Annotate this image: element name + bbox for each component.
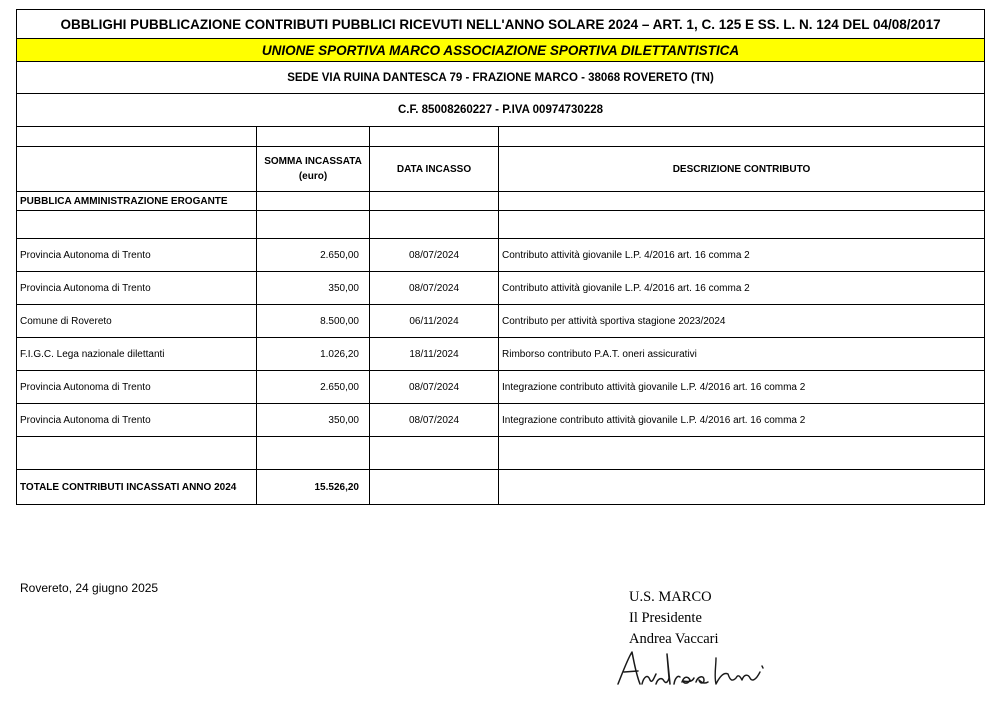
amount-cell: 350,00 bbox=[257, 272, 370, 305]
empty-cell bbox=[499, 437, 985, 470]
amount-header-line2: (euro) bbox=[298, 171, 328, 182]
amount-cell: 1.026,20 bbox=[257, 338, 370, 371]
address-row bbox=[17, 62, 985, 94]
tax-ids-row bbox=[17, 94, 985, 127]
title-row bbox=[17, 10, 985, 39]
empty-row bbox=[17, 437, 985, 470]
signatory-name: Andrea Vaccari bbox=[629, 631, 719, 647]
description-header: DESCRIZIONE CONTRIBUTO bbox=[499, 147, 985, 192]
amount-header bbox=[257, 147, 370, 192]
description-cell: Contributo attività giovanile L.P. 4/2016 art. 16 comma 2 bbox=[499, 239, 985, 272]
date-header: DATA INCASSO bbox=[370, 147, 499, 192]
entity-cell: Comune di Rovereto bbox=[17, 305, 257, 338]
empty-cell bbox=[17, 211, 257, 239]
document-title: OBBLIGHI PUBBLICAZIONE CONTRIBUTI PUBBLICI RICEVUTI NELL'ANNO SOLARE 2024 – ART. 1, C. 125 E SS. L. N. 124 DEL 04/08/2017 bbox=[17, 10, 985, 39]
place-and-date: Rovereto, 24 giugno 2025 bbox=[20, 581, 159, 595]
description-cell: Integrazione contributo attività giovanile L.P. 4/2016 art. 16 comma 2 bbox=[499, 404, 985, 437]
description-cell: Integrazione contributo attività giovanile L.P. 4/2016 art. 16 comma 2 bbox=[499, 371, 985, 404]
amount-header-line1: SOMMA INCASSATA bbox=[264, 156, 362, 167]
blank-row bbox=[17, 127, 985, 147]
spacer-row bbox=[17, 211, 985, 239]
tax-ids: C.F. 85008260227 - P.IVA 00974730228 bbox=[17, 94, 985, 127]
contributions-table bbox=[16, 9, 985, 505]
empty-cell bbox=[17, 437, 257, 470]
date-cell: 08/07/2024 bbox=[370, 404, 499, 437]
total-amount: 15.526,20 bbox=[257, 470, 370, 505]
empty-cell bbox=[257, 437, 370, 470]
section-label: PUBBLICA AMMINISTRAZIONE EROGANTE bbox=[17, 192, 257, 211]
signatory-org: U.S. MARCO bbox=[629, 589, 712, 605]
description-cell: Contributo attività giovanile L.P. 4/2016 art. 16 comma 2 bbox=[499, 272, 985, 305]
date-cell: 08/07/2024 bbox=[370, 371, 499, 404]
entity-cell: Provincia Autonoma di Trento bbox=[17, 404, 257, 437]
section-row bbox=[17, 192, 985, 211]
entity-cell: Provincia Autonoma di Trento bbox=[17, 239, 257, 272]
handwritten-signature bbox=[612, 644, 772, 692]
organization-address: SEDE VIA RUINA DANTESCA 79 - FRAZIONE MARCO - 38068 ROVERETO (TN) bbox=[17, 62, 985, 94]
empty-cell bbox=[370, 211, 499, 239]
empty-cell bbox=[370, 127, 499, 147]
table-row bbox=[17, 239, 985, 272]
table-row bbox=[17, 305, 985, 338]
organization-row bbox=[17, 39, 985, 62]
empty-cell bbox=[370, 437, 499, 470]
amount-cell: 2.650,00 bbox=[257, 371, 370, 404]
table-row bbox=[17, 272, 985, 305]
amount-cell: 350,00 bbox=[257, 404, 370, 437]
organization-name: UNIONE SPORTIVA MARCO ASSOCIAZIONE SPORTIVA DILETTANTISTICA bbox=[17, 39, 985, 62]
empty-cell bbox=[499, 211, 985, 239]
entity-cell: F.I.G.C. Lega nazionale dilettanti bbox=[17, 338, 257, 371]
empty-cell bbox=[370, 192, 499, 211]
signatory-block bbox=[629, 587, 719, 650]
date-cell: 08/07/2024 bbox=[370, 239, 499, 272]
entity-cell: Provincia Autonoma di Trento bbox=[17, 371, 257, 404]
amount-cell: 8.500,00 bbox=[257, 305, 370, 338]
table-row bbox=[17, 338, 985, 371]
total-label: TOTALE CONTRIBUTI INCASSATI ANNO 2024 bbox=[17, 470, 257, 505]
table-row bbox=[17, 404, 985, 437]
table-row bbox=[17, 371, 985, 404]
date-cell: 08/07/2024 bbox=[370, 272, 499, 305]
header-row bbox=[17, 147, 985, 192]
signatory-role: Il Presidente bbox=[629, 610, 702, 626]
empty-cell bbox=[17, 127, 257, 147]
description-cell: Rimborso contributo P.A.T. oneri assicurativi bbox=[499, 338, 985, 371]
date-cell: 06/11/2024 bbox=[370, 305, 499, 338]
description-cell: Contributo per attività sportiva stagione 2023/2024 bbox=[499, 305, 985, 338]
empty-cell bbox=[257, 192, 370, 211]
entity-cell: Provincia Autonoma di Trento bbox=[17, 272, 257, 305]
empty-cell bbox=[257, 127, 370, 147]
date-cell: 18/11/2024 bbox=[370, 338, 499, 371]
empty-cell bbox=[499, 127, 985, 147]
empty-cell bbox=[17, 147, 257, 192]
amount-cell: 2.650,00 bbox=[257, 239, 370, 272]
empty-cell bbox=[257, 211, 370, 239]
total-row bbox=[17, 470, 985, 505]
empty-cell bbox=[499, 192, 985, 211]
empty-cell bbox=[370, 470, 499, 505]
empty-cell bbox=[499, 470, 985, 505]
